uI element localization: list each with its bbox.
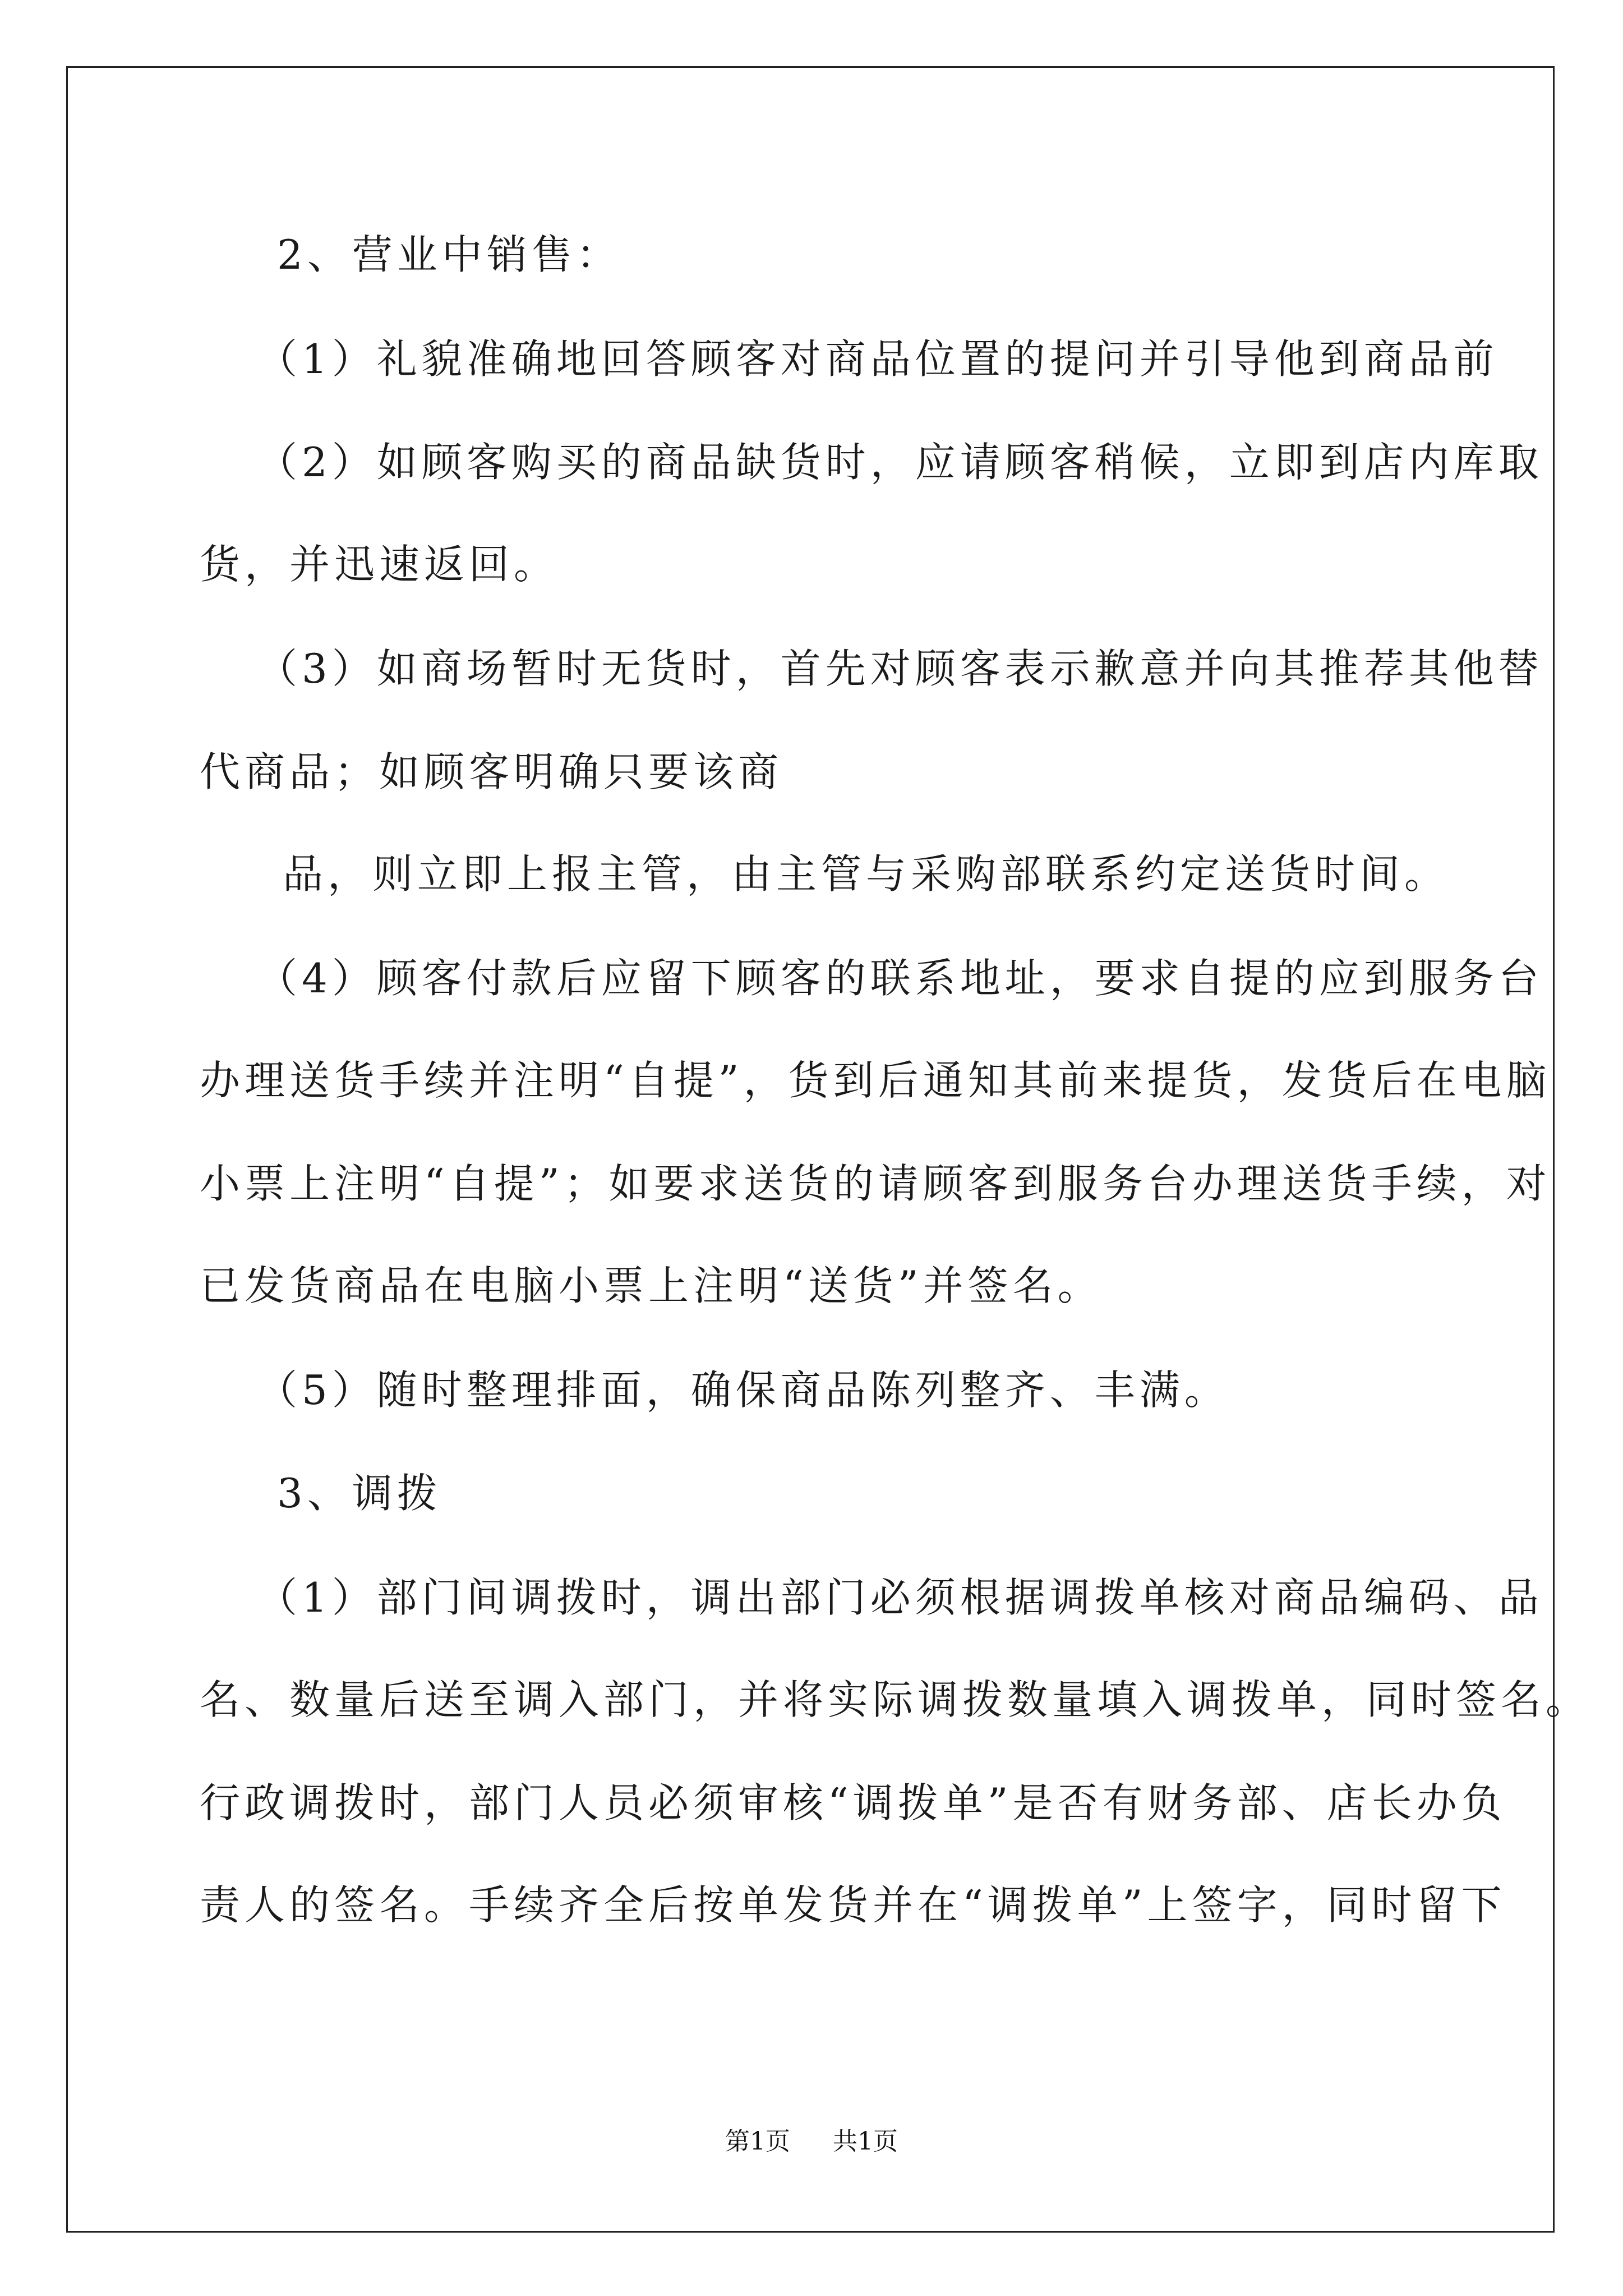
paragraph-line: 代商品；如顾客明确只要该商 xyxy=(200,748,783,795)
paragraph-line: （2）如顾客购买的商品缺货时，应请顾客稍候，立即到店内库取 xyxy=(257,439,1543,486)
paragraph-line: 责人的签名。手续齐全后按单发货并在“调拨单”上签字，同时留下 xyxy=(200,1881,1506,1929)
paragraph-line: 已发货商品在电脑小票上注明“送货”并签名。 xyxy=(200,1262,1103,1309)
paragraph-line: （4）顾客付款后应留下顾客的联系地址，要求自提的应到服务台 xyxy=(257,955,1543,1002)
paragraph-line: 品，则立即上报主管，由主管与采购部联系约定送货时间。 xyxy=(283,850,1450,898)
paragraph-line: 货，并迅速返回。 xyxy=(200,541,559,588)
paragraph-line: 名、数量后送至调入部门，并将实际调拨数量填入调拨单，同时签名。 xyxy=(200,1676,1591,1723)
paragraph-line: （3）如商场暂时无货时，首先对顾客表示歉意并向其推荐其他替 xyxy=(257,645,1543,692)
paragraph-line: 办理送货手续并注明“自提”，货到后通知其前来提货，发货后在电脑 xyxy=(200,1057,1551,1104)
paragraph-line: 小票上注明“自提”；如要求送货的请顾客到服务台办理送货手续，对 xyxy=(200,1160,1551,1207)
paragraph-line: （1）部门间调拨时，调出部门必须根据调拨单核对商品编码、品 xyxy=(257,1574,1543,1621)
heading-transfer: 3、调拨 xyxy=(277,1470,442,1517)
page-number: 第1页 xyxy=(725,2127,790,2156)
page-total: 共1页 xyxy=(833,2127,898,2156)
paragraph-line: （1）礼貌准确地回答顾客对商品位置的提问并引导他到商品前 xyxy=(257,335,1498,383)
heading-sales-during-business: 2、营业中销售： xyxy=(277,231,621,278)
paragraph-line: 行政调拨时，部门人员必须审核“调拨单”是否有财务部、店长办负 xyxy=(200,1779,1506,1826)
paragraph-line: （5）随时整理排面，确保商品陈列整齐、丰满。 xyxy=(257,1366,1229,1414)
page-footer xyxy=(0,2129,1623,2154)
